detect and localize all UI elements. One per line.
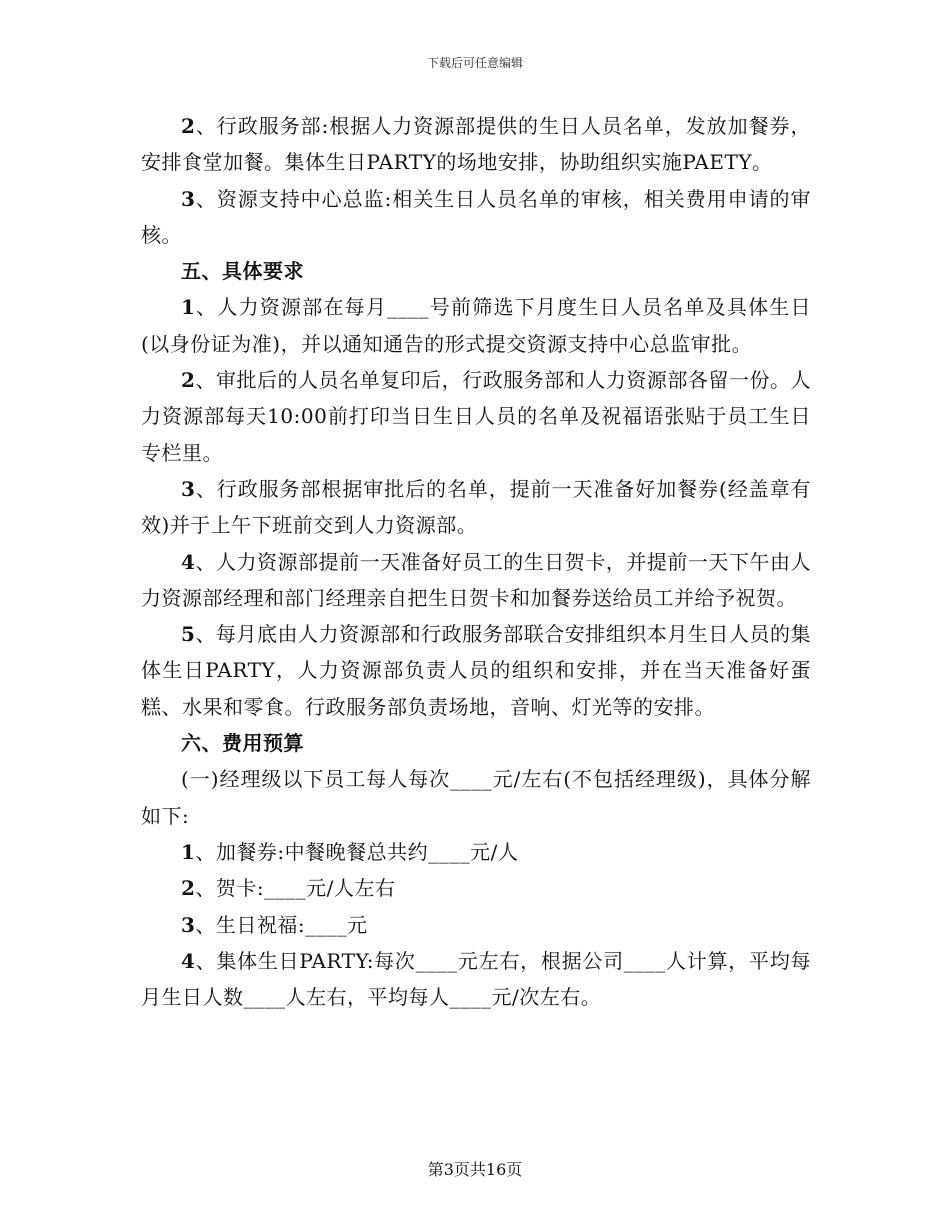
paragraph-text: 、贺卡:____元/人左右 [195, 876, 396, 901]
paragraph [141, 834, 811, 870]
paragraph [141, 471, 811, 544]
paragraph-text: 、加餐券:中餐晚餐总共约____元/人 [195, 839, 519, 864]
item-number: 3 [181, 476, 196, 501]
paragraph [141, 761, 811, 834]
item-number: 3 [181, 912, 196, 937]
paragraph-text: 、行政服务部根据审批后的名单，提前一天准备好加餐券(经盖章有效)并于上午下班前交到人力资源部。 [141, 476, 811, 538]
item-number: 2 [181, 114, 196, 138]
paragraph-text: 、每月底由人力资源部和行政服务部联合安排组织本月生日人员的集体生日PARTY，人力资源部负责人员的组织和安排，并在当天准备好蛋糕、水果和零食。行政服务部负责场地，音响、灯光等的安排。 [141, 622, 811, 719]
paragraph-text: 、人力资源部提前一天准备好员工的生日贺卡，并提前一天下午由人力资源部经理和部门经理亲自把生日贺卡和加餐券送给员工并给予祝贺。 [141, 549, 811, 610]
item-number: 1 [181, 295, 196, 320]
paragraph [141, 544, 811, 617]
paragraph-text: 、集体生日PARTY:每次____元左右，根据公司____人计算，平均每月生日人数____人左右，平均每人____元/次左右。 [141, 948, 811, 1010]
page-footer: 第3页共16页 [427, 1160, 523, 1179]
paragraph-text: 、人力资源部在每月____号前筛选下月度生日人员名单及具体生日(以身份证为准)，并以通知通告的形式提交资源支持中心总监审批。 [141, 295, 811, 356]
section-heading: 五、具体要求 [181, 259, 304, 284]
paragraph [141, 289, 811, 362]
paragraph [141, 943, 811, 1016]
item-number: 1 [181, 839, 196, 864]
item-number: 2 [181, 876, 196, 901]
paragraph [141, 616, 811, 725]
document-body [141, 108, 811, 1015]
paragraph [141, 108, 811, 181]
header-note: 下载后可任意编辑 [426, 56, 523, 70]
item-number: 2 [181, 368, 196, 393]
item-number: 4 [181, 948, 196, 973]
item-number: 4 [181, 549, 196, 574]
paragraph [141, 870, 811, 906]
paragraph-text: 、资源支持中心总监:相关生日人员名单的审核，相关费用申请的审核。 [141, 186, 811, 247]
paragraph-text: 、审批后的人员名单复印后，行政服务部和人力资源部各留一份。人力资源部每天10:00前打印当日生日人员的名单及祝福语张贴于员工生日专栏里。 [141, 368, 811, 465]
item-number: 5 [181, 622, 196, 647]
section-heading: 六、费用预算 [181, 731, 304, 756]
paragraph [141, 907, 811, 943]
paragraph-text: 、生日祝福:____元 [195, 912, 368, 937]
paragraph-text: 、行政服务部:根据人力资源部提供的生日人员名单，发放加餐券，安排食堂加餐。集体生日PARTY的场地安排，协助组织实施PAETY。 [141, 114, 811, 175]
item-number: 3 [181, 186, 196, 211]
paragraph [141, 362, 811, 471]
paragraph [141, 181, 811, 254]
paragraph-text: (一)经理级以下员工每人每次____元/左右(不包括经理级)，具体分解如下: [141, 767, 811, 828]
